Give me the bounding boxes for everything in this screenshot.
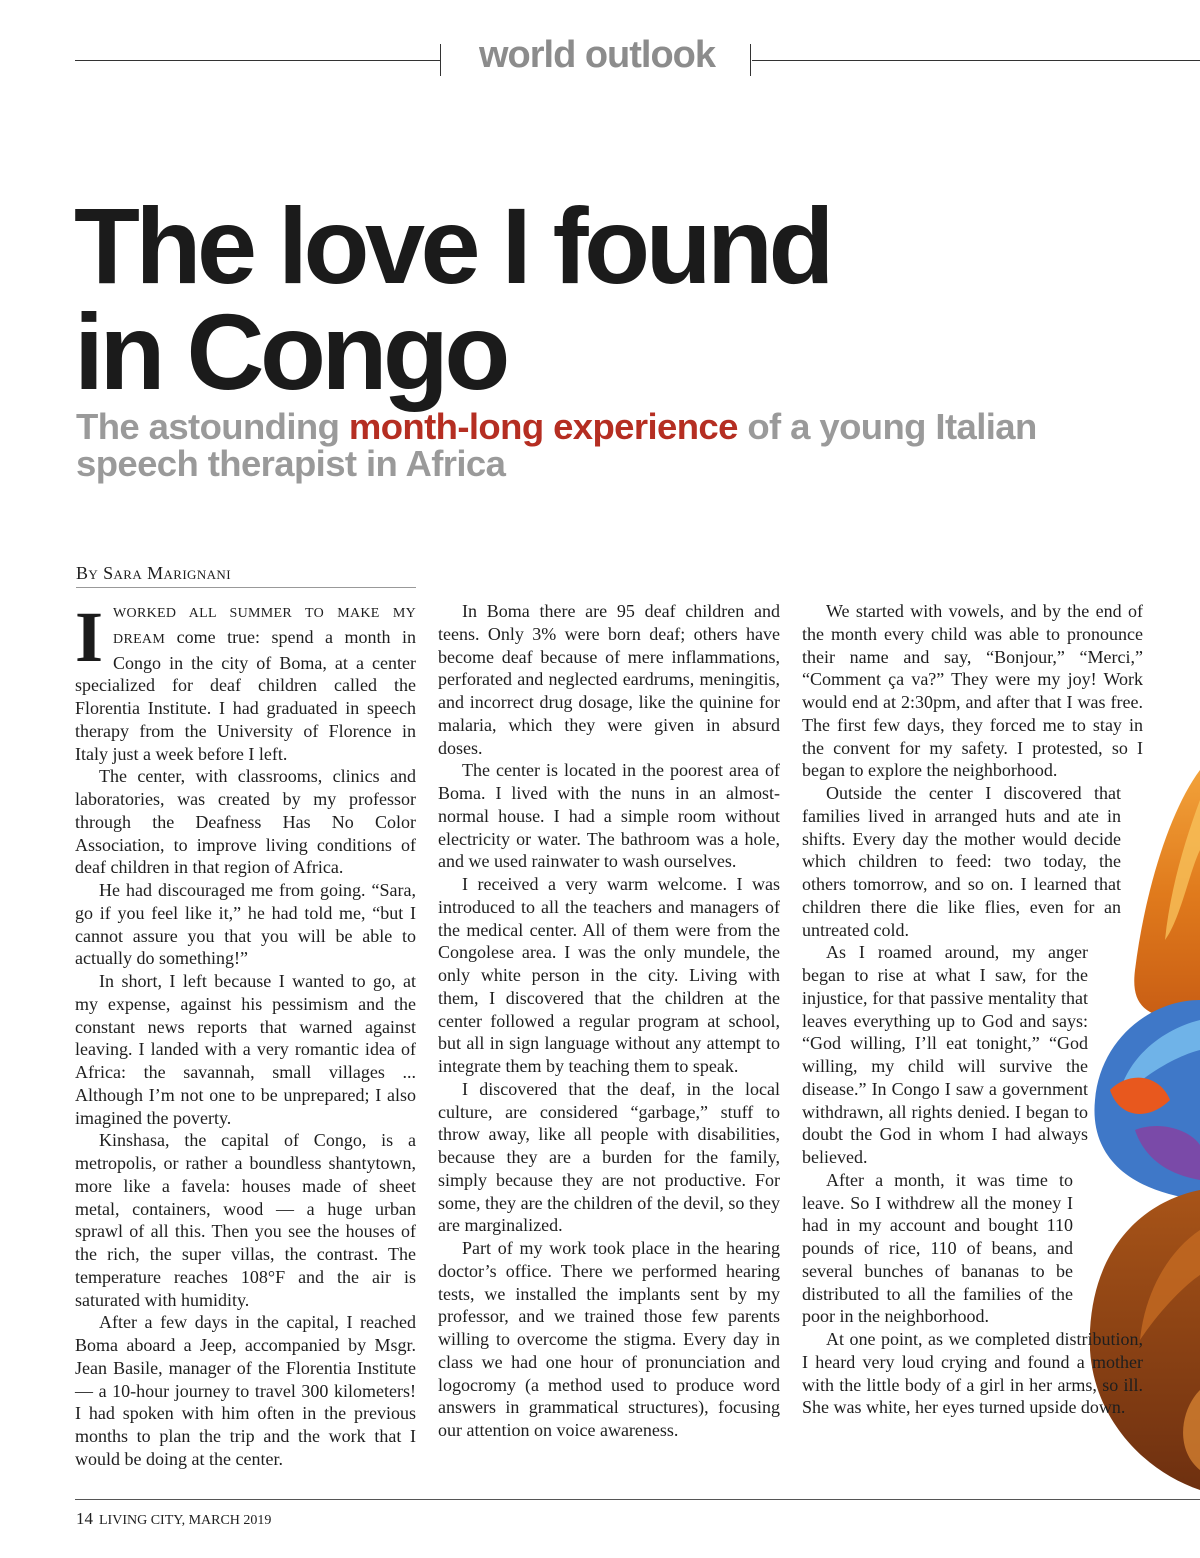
subtitle-part-2: of a young Italian speech therapist in Africa (76, 406, 1037, 484)
paragraph-text: At one point, as we completed distribution, I heard very loud crying and found a mother with the little body of a girl in her arms, so ill. She was white, her eyes turned upside down. (802, 1329, 1143, 1418)
paragraph-2-4: I discovered that the deaf, in the local culture, are considered “garbage,” stuff to throw away, like all people with disabilities, because they are a burden for the family, simply because they are not productive. For some, they are the children of the devil, so they are marginalized. (438, 1078, 780, 1236)
header-rule-left (75, 60, 440, 61)
footer-rule (75, 1499, 1200, 1500)
paragraph-1-3: He had discouraged me from going. “Sara, go if you feel like it,” he had told me, “but I cannot assure you that you will be able to actually do something!” (75, 880, 416, 969)
title-line-2: in Congo (74, 291, 506, 412)
paragraph-1-2: The center, with classrooms, clinics and laboratories, was created by my professor through the Deafness Has No Color Association, to improve living conditions of deaf children in that region of Africa. (75, 766, 416, 878)
byline-author: Sara Marignani (103, 563, 231, 583)
paragraph-3-2 (802, 782, 1121, 941)
paragraph-text: Outside the center I discovered that families lived in arranged huts and ate in shifts. Every day the mother would decide which children to feed: two today, the others tomorrow, and so on. I learned that children there die like flies, even for an untreated cold. (802, 783, 1121, 940)
publication-info: LIVING CITY, MARCH 2019 (99, 1513, 272, 1528)
header-rule-right (752, 60, 1200, 61)
drop-cap: I (75, 597, 104, 677)
paragraph-3-4 (802, 1169, 1073, 1328)
article-column-3 (802, 600, 1143, 1419)
paragraph-3-3 (802, 941, 1088, 1169)
byline (76, 563, 416, 588)
paragraph-3-5 (802, 1328, 1143, 1419)
header-divider-left (440, 44, 441, 76)
paragraph-1-4: In short, I left because I wanted to go, at my expense, against his pessimism and the constant news reports that warned against leaving. I landed with a very romantic idea of Africa: the savannah, small villages ... Although I’m not one to be unprepared; I also imagined the poverty. (75, 971, 416, 1128)
article-title (74, 185, 1074, 412)
paragraph-2-2: The center is located in the poorest area of Boma. I lived with the nuns in an almost-normal house. I had a simple room without electricity or water. The bathroom was a hole, and we used rainwater to wash ourselves. (438, 760, 780, 872)
lead-in-smallcaps: WORKED ALL SUMMER TO MAKE MY DREAM (113, 606, 416, 647)
page-footer (76, 1509, 271, 1529)
header-divider-right (750, 44, 751, 76)
article-column-2 (438, 600, 780, 1442)
paragraph-2-1: In Boma there are 95 deaf children and teens. Only 3% were born deaf; others have become deaf because of mere inflammations, perforated and neglected eardrums, meningitis, and incorrect drug dosage, like the quinine for malaria, which they were given in absurd doses. (438, 601, 780, 758)
paragraph-text: As I roamed around, my anger began to rise at what I saw, for the injustice, for that passive mentality that leaves everything up to God and says: “God willing, I’ll eat tonight,” “God willing, my child will survive the disease.” In Congo I saw a government withdrawn, all rights denied. I began to doubt the God in whom I had always believed. (802, 942, 1088, 1167)
paragraph-3-1: We started with vowels, and by the end of the month every child was able to pronounce their name and say, “Bonjour,” “Merci,” “Comment ça va?” They were my joy! Work would end at 2:30pm, and after that I was free. The first few days, they forced me to stay in the convent for my safety. I protested, so I began to explore the neighborhood. (802, 601, 1143, 781)
page-number: 14 (76, 1509, 93, 1528)
paragraph-1-5: Kinshasa, the capital of Congo, is a metropolis, or rather a boundless shantytown, more like a favela: houses made of sheet metal, containers, wood — a huge urban sprawl of all this. Then you see the houses of the rich, the super villas, the contrast. The temperature reaches 108°F and the air is saturated with humidity. (75, 1130, 416, 1310)
paragraph-2-3: I received a very warm welcome. I was introduced to all the teachers and managers of the medical center. All of them were from the Congolese area. I was the only mundele, the only white person in the city. Living with them, I discovered that the children at the center followed a regular program at school, but all in sign language without any attempt to integrate them by teaching them to speak. (438, 874, 780, 1076)
byline-prefix: By (76, 563, 104, 583)
article-column-1 (75, 597, 417, 1471)
paragraph-1-6: After a few days in the capital, I reached Boma aboard a Jeep, accompanied by Msgr. Jean Basile, manager of the Florentia Institute — a 10-hour journey to travel 300 kilometers! I had spoken with him often in the previous months to plan the trip and the work that I would be doing at the center. (75, 1312, 416, 1469)
title-line-1: The love I found (74, 185, 830, 306)
section-label: world outlook (478, 34, 716, 76)
paragraph-1-1 (75, 597, 417, 765)
subtitle-part-1: The astounding (76, 406, 349, 447)
article-subtitle (76, 408, 1126, 482)
subtitle-accent: month-long experience (348, 406, 738, 447)
paragraph-2-5: Part of my work took place in the hearing doctor’s office. There we performed hearing tests, we installed the implants sent by my professor, and we trained those few parents willing to overcome the stigma. Every day in class we had one hour of pronunciation and logocromy (a method used to produce word answers in grammatical structures), focusing our attention on voice awareness. (438, 1238, 780, 1440)
paragraph-text: After a month, it was time to leave. So I withdrew all the money I had in my account and bought 110 pounds of rice, 110 of beans, and several bunches of bananas to be distributed to all the families of the poor in the neighborhood. (802, 1169, 1073, 1327)
paragraph-text: come true: spend a month in Congo in the city of Boma, at a center specialized for deaf children called the Florentia Institute. I had graduated in speech therapy from the University of Florence in Italy just a week before I left. (75, 626, 417, 764)
